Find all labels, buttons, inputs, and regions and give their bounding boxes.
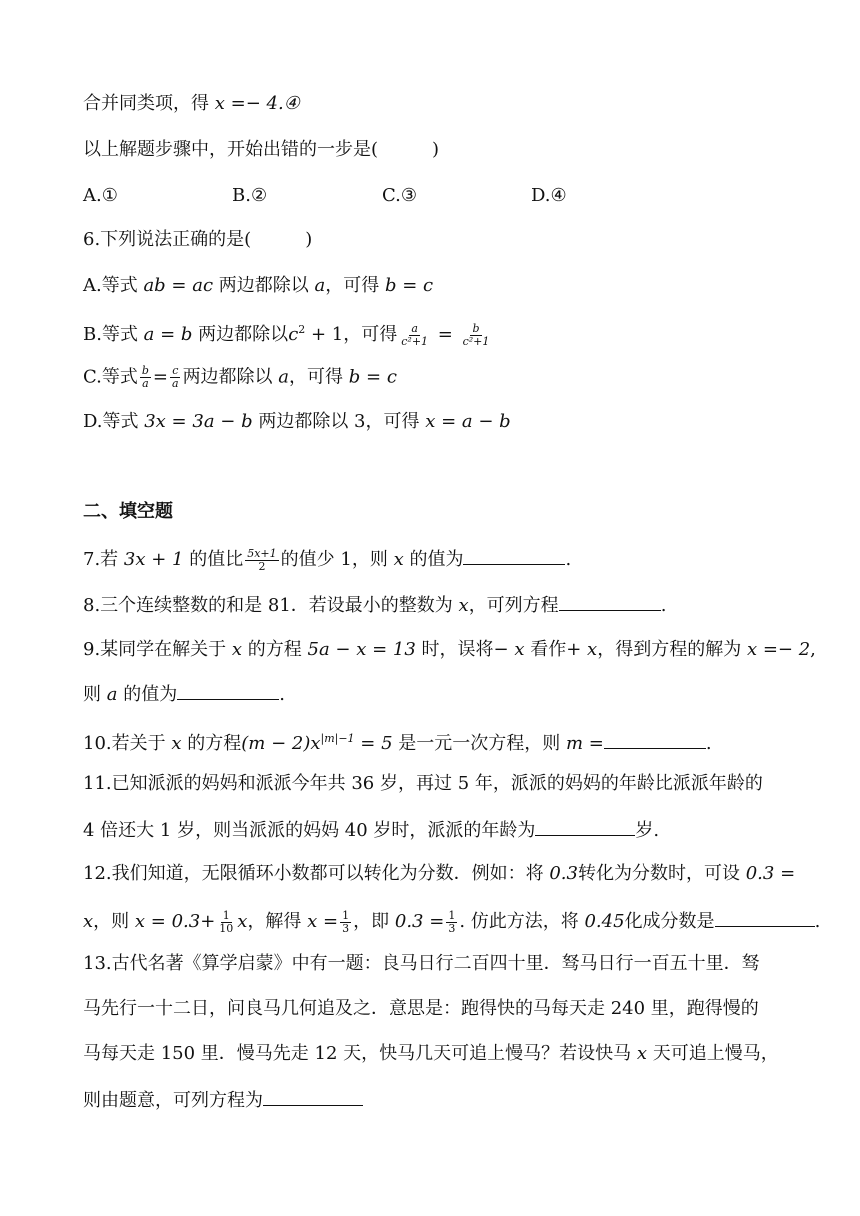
- text: + 1，可得: [305, 324, 398, 345]
- den: 10: [219, 921, 234, 935]
- num: c: [172, 364, 179, 377]
- question-11-line-2: [83, 817, 659, 843]
- text: 两边都除以: [182, 366, 279, 388]
- num: b: [472, 321, 480, 335]
- text: 合并同类项，得: [83, 93, 215, 114]
- text: 化成分数是: [624, 911, 715, 932]
- question-11-line-1: [83, 772, 763, 796]
- question-8: [83, 592, 666, 618]
- text: 时，误将: [415, 639, 494, 660]
- num: 1: [222, 908, 230, 922]
- math: a = b: [143, 324, 193, 345]
- fraction: [245, 548, 278, 573]
- math: x: [393, 549, 404, 570]
- text: 岁.: [635, 820, 660, 841]
- den: 2: [258, 559, 266, 573]
- fraction: [217, 910, 235, 935]
- text: .: [565, 549, 572, 570]
- text: C.等式: [83, 366, 138, 388]
- text: ，解得: [247, 911, 308, 932]
- math: b = c: [348, 366, 397, 388]
- text: D.等式: [83, 411, 145, 432]
- math: = 5: [354, 733, 393, 754]
- q6-option-a[interactable]: [83, 274, 433, 298]
- question-6-stem: [83, 228, 312, 252]
- text: 两边都除以 3，可得: [252, 411, 426, 432]
- question-13-line-2: [83, 997, 759, 1021]
- question-12-line-1: [83, 862, 795, 886]
- text: 4 倍还大 1 岁，则当派派的妈妈 40 岁时，派派的年龄为: [83, 820, 536, 841]
- den: c²+1: [462, 334, 490, 348]
- text: 两边都除以: [192, 324, 289, 345]
- sup: 2: [298, 323, 306, 336]
- text: ，可列方程: [468, 595, 559, 616]
- text: 以上解题步骤中，开始出错的一步是( ): [83, 139, 440, 160]
- answer-blank[interactable]: [177, 681, 279, 700]
- math: m =: [566, 733, 604, 754]
- num: 1: [342, 908, 350, 922]
- sup: |m|−1: [320, 732, 355, 745]
- fraction: [140, 365, 151, 390]
- text: 两边都除以: [213, 275, 315, 296]
- math: 0.3: [549, 863, 578, 884]
- num: 1: [448, 908, 456, 922]
- text: B.等式: [83, 324, 144, 345]
- q5-option-a[interactable]: A.①: [83, 185, 118, 206]
- text: ，则: [93, 911, 135, 932]
- text: .: [279, 684, 285, 705]
- text: 转化为分数时，可设: [578, 863, 746, 884]
- math: 0.3 =: [745, 863, 796, 884]
- text: 看作: [524, 639, 567, 660]
- math: x = 0.3+: [134, 911, 216, 932]
- num: b: [141, 364, 149, 377]
- question-10: [83, 727, 712, 756]
- math: x =− 2: [746, 639, 811, 660]
- answer-blank[interactable]: [604, 730, 706, 749]
- text: 马每天走 150 里．慢马先走 12 天，快马几天可追上慢马？若设快马: [83, 1043, 637, 1064]
- line-combine: [83, 92, 300, 116]
- text: 的值比: [183, 549, 244, 570]
- text: 6.下列说法正确的是( ): [83, 229, 313, 250]
- math: x: [171, 733, 182, 754]
- math: a: [106, 684, 118, 705]
- math: b = c: [384, 275, 434, 296]
- text: 的值为: [117, 684, 178, 705]
- text: 则: [83, 684, 107, 705]
- text: ，即: [353, 911, 395, 932]
- text: ，可得: [289, 366, 349, 388]
- question-9-line-2: [83, 681, 285, 707]
- text: 9.某同学在解关于: [83, 639, 232, 660]
- text: 则由题意，可列方程为: [83, 1090, 263, 1111]
- math: a: [314, 275, 326, 296]
- den: a: [172, 377, 179, 390]
- fraction: [446, 910, 457, 935]
- fraction: [340, 910, 351, 935]
- q5-option-d[interactable]: D.④: [531, 185, 567, 206]
- math: 3x + 1: [123, 549, 184, 570]
- q6-option-d[interactable]: [83, 410, 511, 434]
- answer-blank[interactable]: [263, 1087, 363, 1106]
- text: ，得到方程的解为: [597, 639, 747, 660]
- den: 3: [448, 921, 456, 935]
- text: 11.已知派派的妈妈和派派今年共 36 岁，再过 5 年，派派的妈妈的年龄比派派年龄的: [83, 773, 763, 794]
- math: (m − 2)x: [241, 733, 321, 754]
- text: 13.古代名著《算学启蒙》中有一题：良马日行二百四十里．驽马日行一百五十里．驽: [83, 953, 760, 974]
- question-5-stem: [83, 138, 439, 162]
- math: c: [288, 324, 299, 345]
- text: .: [814, 911, 821, 932]
- fraction: [170, 365, 181, 390]
- math: a: [278, 366, 290, 388]
- num: a: [411, 321, 418, 335]
- math: ab = ac: [143, 275, 214, 296]
- q6-option-c[interactable]: C.等式 $\frac{b}{a}$ = $\frac{c}{a}$ 两边都除以 a，可得 b = c: [83, 364, 397, 390]
- text: 的值少 1，则: [280, 549, 394, 570]
- num: 5x+1: [247, 546, 277, 560]
- den: 3: [342, 921, 350, 935]
- math: x =− 4.④: [214, 93, 300, 114]
- text: 7.若: [83, 549, 124, 570]
- text: .: [705, 733, 712, 754]
- den: c²+1: [401, 334, 429, 348]
- math: 0.3 =: [394, 911, 445, 932]
- text: 的方程: [242, 639, 308, 660]
- text: 8.三个连续整数的和是 81．若设最小的整数为: [83, 595, 459, 616]
- text: . 仿此方法，将: [459, 911, 585, 932]
- text: 天可追上慢马，: [647, 1043, 779, 1064]
- math: x: [237, 911, 248, 932]
- answer-blank[interactable]: [535, 817, 635, 836]
- question-9-line-1: 9.某同学在解关于 x 的方程 5a − x = 13 时，误将− x 看作+ x，得到方程的解为 x =− 2,: [83, 639, 816, 660]
- math: + x: [566, 639, 598, 660]
- math: − x: [493, 639, 525, 660]
- text: ，可得: [325, 275, 385, 296]
- math: 3x = 3a − b: [144, 411, 253, 432]
- q5-option-c[interactable]: C.③: [382, 185, 417, 206]
- q6-option-b[interactable]: B.等式 a = b 两边都除以$c^2 + 1$，可得 $\frac{a}{\text{c²+1}}$ = $\frac{b}{\text{c²+1}}$: [83, 321, 490, 348]
- den: a: [142, 377, 149, 390]
- answer-blank[interactable]: [559, 592, 661, 611]
- text: .: [660, 595, 667, 616]
- math: x =: [307, 911, 339, 932]
- question-13-line-1: [83, 952, 760, 976]
- q5-option-b[interactable]: B.②: [232, 185, 268, 206]
- math: 0.45: [584, 911, 625, 932]
- text: 的方程: [181, 733, 242, 754]
- math: x: [458, 595, 469, 616]
- fraction: [399, 323, 430, 348]
- question-7: [83, 546, 571, 573]
- fraction: [461, 323, 492, 348]
- question-13-line-3: [83, 1042, 779, 1066]
- question-13-line-4: [83, 1087, 363, 1113]
- text: A.等式: [83, 275, 144, 296]
- section-heading: 二、填空题: [83, 501, 173, 522]
- text: 马先行一十二日，问良马几何追及之．意思是：跑得快的马每天走 240 里，跑得慢的: [83, 998, 759, 1019]
- answer-blank[interactable]: [715, 908, 815, 927]
- math: x: [231, 639, 243, 660]
- math: x = a − b: [425, 411, 511, 432]
- math: x: [636, 1043, 648, 1064]
- text: 是一元一次方程，则: [392, 733, 566, 754]
- text: 12.我们知道，无限循环小数都可以转化为分数．例如：将: [83, 863, 550, 884]
- math: x: [83, 911, 94, 932]
- math: 5a − x = 13: [307, 639, 416, 660]
- text: 10.若关于: [83, 733, 172, 754]
- question-12-line-2: [83, 908, 820, 935]
- text: 的值为: [403, 549, 464, 570]
- answer-blank[interactable]: [463, 546, 565, 565]
